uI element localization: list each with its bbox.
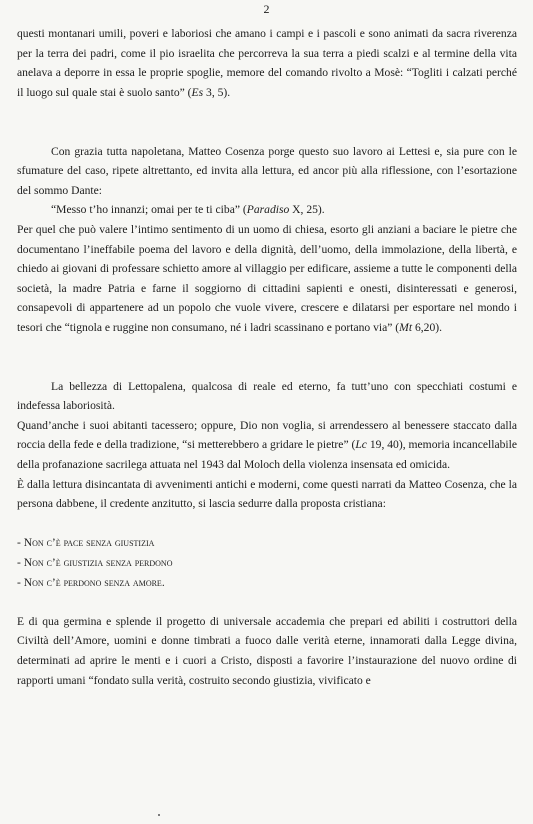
paragraph-gap xyxy=(17,514,517,534)
citation-book: Mt xyxy=(399,320,413,334)
paragraph-gap xyxy=(17,122,517,142)
paragraph-gap xyxy=(17,102,517,122)
citation-ref: X, 25). xyxy=(289,203,325,217)
citation-book: Lc xyxy=(355,438,367,452)
paragraph-accademia: E di qua germina e splende il progetto di universale accademia che prepari ed abiliti i costruttori della Civiltà dell’Amore, uomini e donne timbrati a fuoco dalle verità eterne, innamorati dalla Legge divina, determinati ad aprire le menti e i cuori a Cristo, disposti a favorire l’instaurazione del nuovo ordine di rapporti umani “fondato sulla verità, costruito secondo giustizia, vivificato e xyxy=(17,614,517,687)
paragraph-abitanti xyxy=(17,416,517,475)
page-number: 2 xyxy=(263,2,270,16)
citation-book: Es xyxy=(191,85,204,99)
quote-text: “Messo t’ho innanzi; omai per te ti ciba” ( xyxy=(51,203,247,217)
paragraph-bellezza: La bellezza di Lettopalena, qualcosa di reale ed eterno, fa tutt’uno con specchiati costumi e indefessa laboriosità. xyxy=(17,379,517,413)
paragraph-gap xyxy=(17,338,517,358)
paragraph-montanari xyxy=(17,24,517,102)
list-item: - Non c’è perdono senza amore. xyxy=(17,575,165,589)
paragraph-gap xyxy=(17,592,517,612)
paragraph-esorto xyxy=(17,220,517,338)
scan-speck xyxy=(158,814,160,816)
paragraph-grazia: Con grazia tutta napoletana, Matteo Cosenza porge questo suo lavoro ai Lettesi e, sia pure con le sfumature del caso, ripete altrettanto, ed invita alla lettura, ed ancor più alla riflessione, con l’esortazione del sommo Dante: xyxy=(17,144,517,197)
dante-quote xyxy=(17,200,517,220)
paragraph-gap xyxy=(17,357,517,377)
list-item: - Non c’è pace senza giustizia xyxy=(17,536,155,550)
citation-book: Paradiso xyxy=(246,203,290,217)
document-body xyxy=(17,24,517,690)
paragraph-lettura: È dalla lettura disincantata di avvenimenti antichi e moderni, come questi narrati da Matteo Cosenza, che la persona dabbene, il credente anzitutto, si lascia sedurre dalla proposta cristiana: xyxy=(17,477,517,511)
citation-ref: 3, 5). xyxy=(203,85,231,99)
citation-ref: 19, 40), memoria incancellabile della profanazione sacrilega attuata nel 1943 dal Moloch della violenza insensata ed omicida. xyxy=(17,438,517,472)
citation-ref: 6,20). xyxy=(412,320,442,334)
paragraph-text: questi montanari umili, poveri e laboriosi che amano i campi e i pascoli e sono animati da sacra riverenza per la terra dei padri, come il pio israelita che percorreva la sua terra a piedi scalzi e al termine della vita anelava a deporre in essa le proprie spoglie, memore del comando rivolto a Mosè: “Togliti i calzati perché il luogo sul quale stai è suolo santo” ( xyxy=(17,27,517,99)
list-item: - Non c’è giustizia senza perdono xyxy=(17,556,173,570)
paragraph-text: Quand’anche i suoi abitanti tacessero; oppure, Dio non voglia, si arrendessero al benessere staccato dalla roccia della fede e della tradizione, “si metterebbero a gridare le pietre” ( xyxy=(17,418,517,452)
paragraph-text: Per quel che può valere l’intimo sentimento di un uomo di chiesa, esorto gli anziani a baciare le pietre che documentano l’ineffabile poema del lavoro e della dignità, dell’uomo, della immolazione, della libertà, e chiedo ai giovani di professare schietto amore al villaggio per edificare, assieme a tutte le componenti della società, la madre Patria e farne il soggiorno di cittadini sapienti e onesti, disinteressati e generosi, consapevoli di appartenere ad un popolo che vuole vivere, crescere e dilatarsi per esportare nel mondo i tesori che “tignola e ruggine non consumano, né i ladri scassinano e portano via” ( xyxy=(17,222,517,334)
